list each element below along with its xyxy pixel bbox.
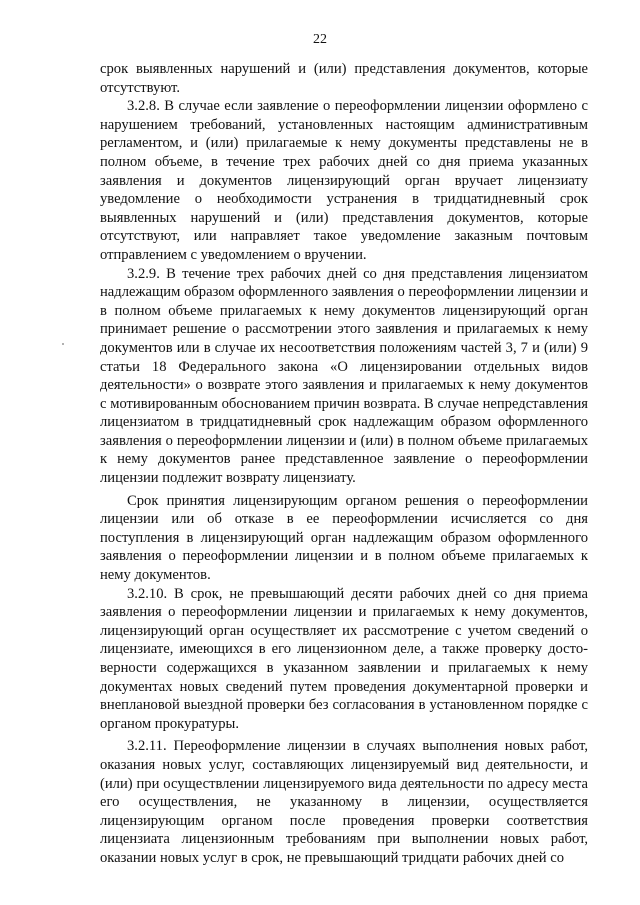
paragraph-3-2-10: 3.2.10. В срок, не превышающий десяти рабочих дней со дня приема заявления о переоформлении лицензии и прилагаемых к нему документов, лицензирующий орган осуществляет их рассмотрение с учетом сведений о лицензиате, имеющихся в его лицензионном деле, а также проверку достоверности содержащихся в указанном заявлении и прилагаемых к нему документах новых сведений путем проведения документарной проверки и внеплановой выездной проверки без согласования в установленном порядке с органом прокуратуры. xyxy=(100,585,588,732)
document-body xyxy=(100,60,588,868)
paragraph-3-2-9: 3.2.9. В течение трех рабочих дней со дня представления лицензиатом надлежащим образом оформленного заявления о переоформлении лицензии и в полном объеме прилагаемых к нему документов лицензирующий орган принимает решение о рассмотрении этого заявления и прилагаемых к нему документов или в случае их несоответствия положениям частей 3, 7 и (или) 9 статьи 18 Федерального закона «О лицензировании отдельных видов деятельности» о возврате этого заявления и прилагаемых к нему документов с мотивированным обоснованием причин возврата. В случае непредставления лицензиатом в тридцатидневный срок надлежащим образом оформленного заявления о переоформлении лицензии и (или) в полном объеме прилагаемых к нему документов ранее представленное заявление о переоформлении лицензии подлежит возврату лицензиату. xyxy=(100,265,588,487)
margin-speck xyxy=(62,343,64,345)
paragraph-decision-term: Срок принятия лицензирующим органом решения о переоформлении лицензии или об отказе в ее переоформлении исчисляется со дня поступления в лицензирующий орган надлежащим образом оформленного заявления о переоформлении лицензии и в полном объеме прилагаемых к нему документов. xyxy=(100,492,588,584)
page-number: 22 xyxy=(313,32,327,47)
paragraph-3-2-11: 3.2.11. Переоформление лицензии в случаях выполнения новых работ, оказания новых услуг, составляющих лицензируемый вид деятельности, и (или) при осуществлении лицензируемого вида деятельности по адресу места его осуществления, не указанному в лицензии, осуществляется лицензирующим органом после проведения проверки соответствия лицензиата лицензионным требованиям при выполнении новых работ, оказании новых услуг в срок, не превышающий тридцати рабочих дней со xyxy=(100,738,588,866)
paragraph-3-2-8: 3.2.8. В случае если заявление о переоформлении лицензии оформлено с нарушением требований, установленных настоящим административным регламентом, и (или) прилагаемые к нему документы представлены не в полном объеме, в течение трех рабочих дней со дня приема указанных заявления и документов лицензирующий орган вручает лицензиату уведомление о необходимости устранения в тридцатидневный срок выявленных нарушений и (или) представления документов, которые отсутствуют, или направляет такое уведомление заказным почтовым отправлением с уведомлением о вручении. xyxy=(100,98,588,263)
paragraph-continuation: срок выявленных нарушений и (или) представления документов, которые отсутствуют. xyxy=(100,61,588,96)
